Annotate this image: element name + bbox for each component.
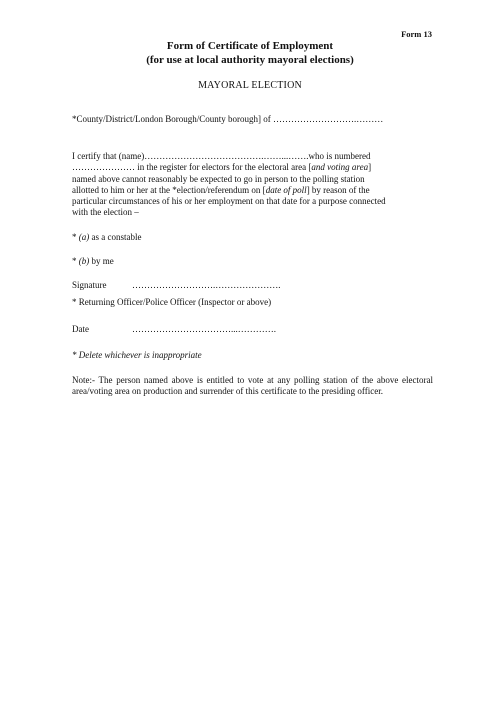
certify-line-4-text: allotted to him or her at the *election/referendum on [ xyxy=(72,184,266,195)
option-b-text: by me xyxy=(89,256,114,266)
certification-paragraph xyxy=(72,151,432,219)
voting-area-italic: and voting area xyxy=(311,162,369,173)
signature-row xyxy=(72,280,281,290)
register-number-dots: ………………… xyxy=(72,162,135,173)
option-b-star: * xyxy=(72,256,79,266)
date-label: Date xyxy=(72,324,89,334)
certify-line-1: I certify that (name)………………………………….……...…….who is numbered xyxy=(72,151,371,161)
option-b xyxy=(72,256,114,266)
date-field[interactable]: ……………………………...…………. xyxy=(132,324,276,334)
option-a-text: as a constable xyxy=(89,232,142,242)
certify-line-2-end: ] xyxy=(368,162,372,173)
certify-line-2 xyxy=(72,162,432,173)
returning-officer-line: * Returning Officer/Police Officer (Inspector or above) xyxy=(72,297,272,307)
date-row xyxy=(72,324,276,334)
option-a-label: (a) xyxy=(78,232,90,242)
certify-line-2-text: in the register for electors for the electoral area [ xyxy=(135,162,312,173)
signature-label: Signature xyxy=(72,280,107,290)
certify-line-4-end: ] by reason of the xyxy=(306,184,370,195)
certify-line-4 xyxy=(72,185,432,196)
delete-note-text: * Delete whichever is inappropriate xyxy=(72,350,202,360)
delete-note xyxy=(72,350,202,360)
signature-field[interactable]: ……………………….…………………. xyxy=(132,280,281,290)
eligibility-note: Note:- The person named above is entitled to vote at any polling station of the above electoral area/voting area on production and surrender of this certificate to the presiding officer. xyxy=(72,375,433,397)
election-type-heading: MAYORAL ELECTION xyxy=(198,80,302,91)
certify-line-3: named above cannot reasonably be expected to go in person to the polling station xyxy=(72,173,365,184)
certify-line-6: with the election – xyxy=(72,207,139,218)
date-of-poll-italic: date of poll xyxy=(265,184,307,195)
option-a xyxy=(72,232,141,242)
certify-line-5: particular circumstances of his or her employment on that date for a purpose connected xyxy=(72,196,386,207)
form-number: Form 13 xyxy=(401,29,432,39)
option-a-star: * xyxy=(72,232,79,242)
option-b-label: (b) xyxy=(78,256,90,266)
form-title-scope: (for use at local authority mayoral elections) xyxy=(146,54,354,66)
form-title: Form of Certificate of Employment xyxy=(166,40,334,52)
authority-line: *County/District/London Borough/County borough] of ……………………….……… xyxy=(72,114,384,124)
